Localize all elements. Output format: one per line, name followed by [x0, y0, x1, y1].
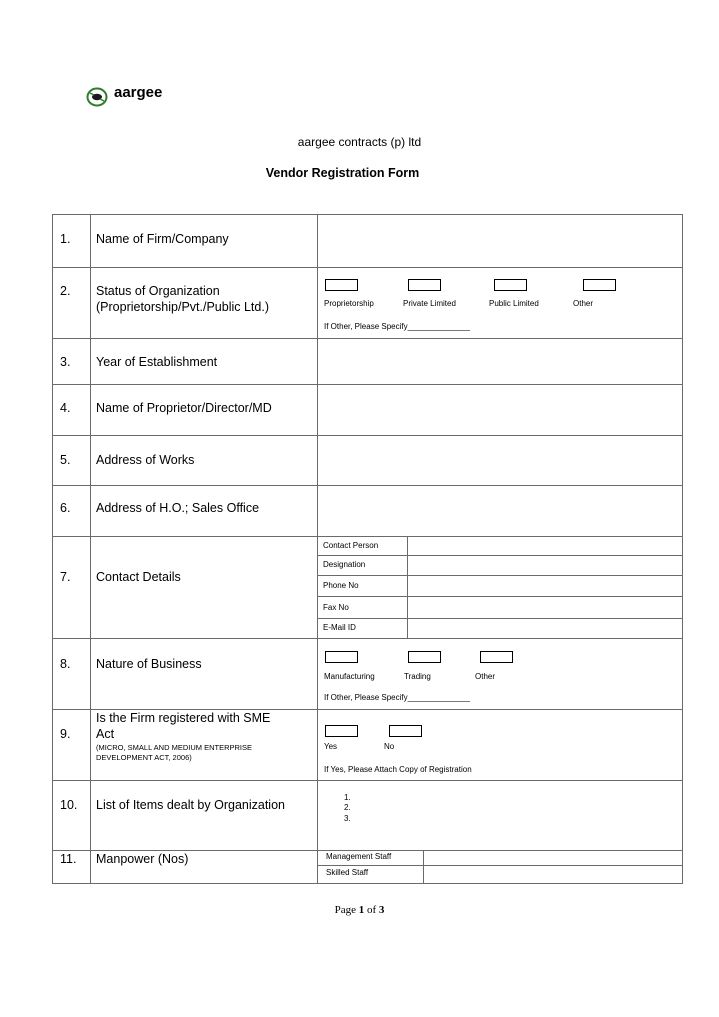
phone-input[interactable] — [408, 576, 682, 596]
checkbox-yes[interactable] — [325, 725, 358, 737]
field-label-contact: Contact Details — [96, 570, 181, 584]
row-number: 6. — [60, 501, 71, 515]
field-label-ho-address: Address of H.O.; Sales Office — [96, 501, 260, 515]
checkbox-manufacturing[interactable] — [325, 651, 358, 663]
company-name: aargee contracts (p) ltd — [297, 135, 422, 149]
management-staff-label: Management Staff — [326, 852, 392, 861]
page-prefix: Page — [334, 904, 356, 916]
logo-text: aargee — [114, 84, 163, 101]
phone-label: Phone No — [323, 581, 359, 590]
page-footer — [0, 904, 719, 916]
option-label: No — [384, 742, 395, 751]
designation-input[interactable] — [408, 556, 682, 575]
other-specify-note: If Other, Please Specify______________ — [324, 322, 470, 331]
sme-act-note-2: DEVELOPMENT ACT, 2006) — [96, 753, 192, 762]
field-label-sme: Is the Firm registered with SME — [96, 711, 271, 725]
checkbox-public-limited[interactable] — [494, 279, 527, 291]
other-specify-note: If Other, Please Specify______________ — [324, 693, 470, 702]
checkbox-trading[interactable] — [408, 651, 441, 663]
row-number: 3. — [60, 355, 71, 369]
field-label-works-address: Address of Works — [96, 453, 195, 467]
row-number: 11. — [60, 852, 77, 866]
page-of: of — [366, 904, 377, 916]
row-number: 1. — [60, 232, 71, 246]
works-address-input[interactable] — [318, 436, 682, 485]
option-label: Manufacturing — [324, 672, 375, 681]
list-item: 3. — [344, 814, 351, 823]
checkbox-proprietorship[interactable] — [325, 279, 358, 291]
contact-person-input[interactable] — [408, 537, 682, 555]
option-label: Yes — [324, 742, 338, 751]
checkbox-other[interactable] — [480, 651, 513, 663]
row-number: 4. — [60, 401, 71, 415]
skilled-staff-label: Skilled Staff — [326, 868, 369, 877]
field-label-manpower: Manpower (Nos) — [96, 852, 189, 866]
checkbox-other[interactable] — [583, 279, 616, 291]
email-label: E-Mail ID — [323, 623, 356, 632]
field-label-status: Status of Organization — [96, 284, 220, 298]
list-item: 1. — [344, 793, 351, 802]
registration-note: If Yes, Please Attach Copy of Registration — [324, 765, 472, 774]
management-staff-input[interactable] — [424, 851, 682, 865]
fax-input[interactable] — [408, 597, 682, 618]
page-number: 1 — [358, 904, 365, 916]
email-input[interactable] — [408, 619, 682, 638]
page-total: 3 — [378, 904, 385, 916]
fax-label: Fax No — [323, 603, 349, 612]
row-number: 8. — [60, 657, 71, 671]
skilled-staff-input[interactable] — [424, 866, 682, 883]
firm-name-input[interactable] — [318, 215, 682, 267]
list-item: 2. — [344, 803, 351, 812]
option-label: Public Limited — [489, 299, 539, 308]
option-label: Other — [573, 299, 594, 308]
field-label-status-sub: (Proprietorship/Pvt./Public Ltd.) — [96, 300, 269, 314]
option-label: Other — [475, 672, 496, 681]
field-label-sme-act: Act — [96, 727, 115, 741]
field-label-business: Nature of Business — [96, 657, 202, 671]
sme-act-note: (MICRO, SMALL AND MEDIUM ENTERPRISE — [96, 743, 252, 752]
row-number: 7. — [60, 570, 71, 584]
row-number: 9. — [60, 727, 71, 741]
contact-person-label: Contact Person — [323, 541, 379, 550]
field-label-firm-name: Name of Firm/Company — [96, 232, 229, 246]
row-number: 10. — [60, 798, 78, 812]
checkbox-no[interactable] — [389, 725, 422, 737]
option-label: Private Limited — [403, 299, 456, 308]
option-label: Trading — [404, 672, 431, 681]
aargee-logo-icon — [86, 87, 108, 107]
ho-address-input[interactable] — [318, 486, 682, 536]
row-number: 2. — [60, 284, 71, 298]
proprietor-input[interactable] — [318, 385, 682, 435]
form-title: Vendor Registration Form — [265, 166, 420, 180]
designation-label: Designation — [323, 560, 366, 569]
field-label-year: Year of Establishment — [96, 355, 218, 369]
field-label-items: List of Items dealt by Organization — [96, 798, 285, 812]
option-label: Proprietorship — [324, 299, 374, 308]
field-label-proprietor: Name of Proprietor/Director/MD — [96, 401, 272, 415]
row-number: 5. — [60, 453, 71, 467]
year-input[interactable] — [318, 339, 682, 384]
checkbox-private-limited[interactable] — [408, 279, 441, 291]
